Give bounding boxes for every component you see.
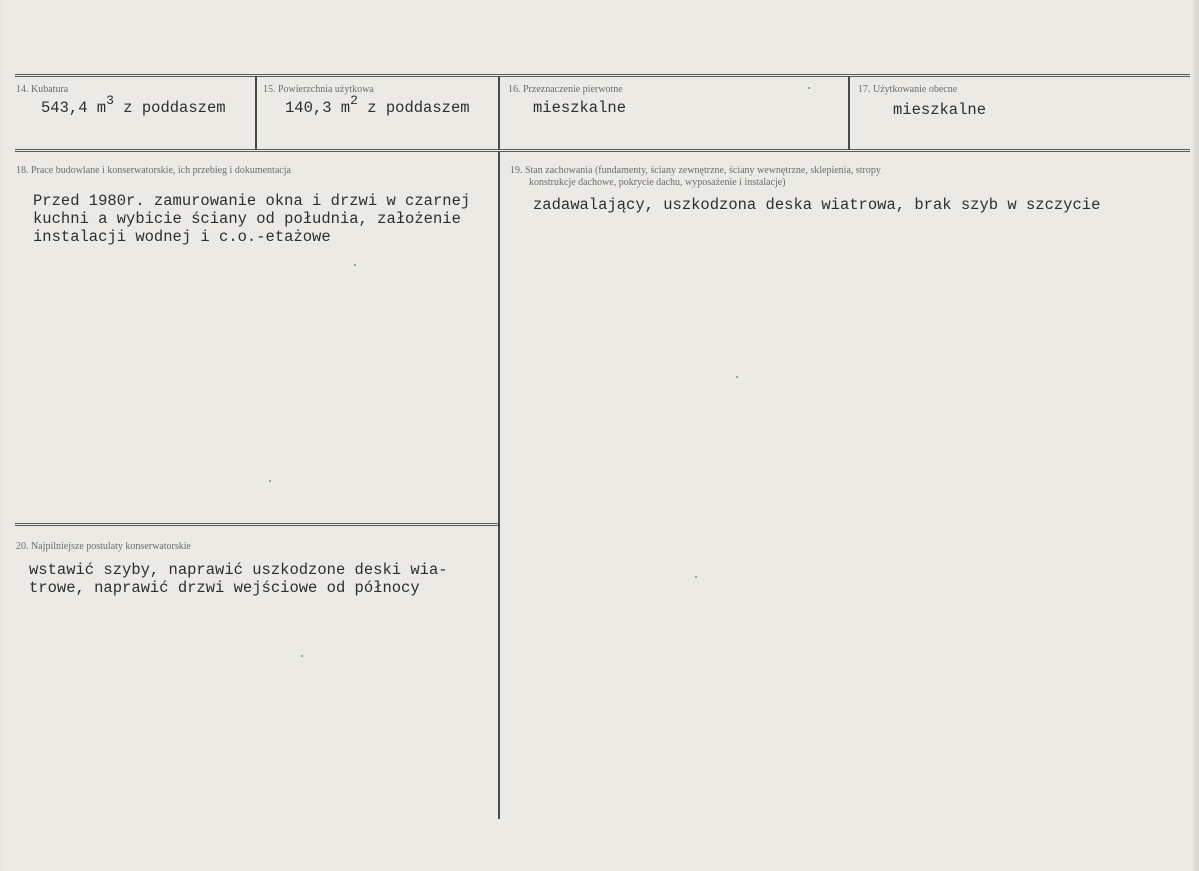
divider-15-16 (498, 76, 500, 150)
field-20-line-2: trowe, naprawić drzwi wejściowe od północy (29, 579, 420, 597)
field-15-suffix: z poddaszem (357, 99, 470, 117)
paper-speck (808, 87, 810, 89)
field-16-label: 16. Przeznaczenie pierwotne (508, 84, 623, 95)
field-15-number: 140,3 m (285, 99, 351, 117)
field-18-label: 18. Prace budowlane i konserwatorskie, ich przebieg i dokumentacja (16, 165, 291, 176)
divider-14-15 (255, 76, 257, 150)
field-15-value (285, 93, 470, 119)
field-14-superscript: 3 (106, 93, 114, 108)
field-18-line-2: kuchni a wybicie ściany od południa, założenie (33, 210, 461, 228)
field-14-value (41, 93, 226, 119)
section-20-rule (15, 523, 498, 526)
field-19-label-line-1: 19. Stan zachowania (fundamenty, ściany zewnętrzne, ściany wewnętrzne, sklepienia, stropy (510, 165, 881, 176)
field-14-label: 14. Kubatura (16, 84, 69, 95)
field-18-line-3: instalacji wodnej i c.o.-etażowe (33, 228, 331, 246)
field-17-label: 17. Użytkowanie obecne (858, 84, 958, 95)
field-17-value: mieszkalne (893, 101, 987, 119)
field-16-value: mieszkalne (533, 99, 627, 117)
paper-speck (354, 264, 356, 266)
paper-speck (269, 480, 271, 482)
divider-main-column (498, 151, 500, 819)
field-15-superscript: 2 (350, 93, 358, 108)
divider-16-17 (848, 76, 850, 150)
field-14-suffix: z poddaszem (113, 99, 226, 117)
paper-speck (301, 655, 303, 657)
field-19-value: zadawalający, uszkodzona deska wiatrowa, brak szyb w szczycie (533, 196, 1101, 214)
field-20-line-1: wstawić szyby, naprawić uszkodzone deski wia- (29, 561, 448, 579)
top-rule (15, 74, 1190, 77)
middle-rule (15, 149, 1190, 152)
field-18-line-1: Przed 1980r. zamurowanie okna i drzwi w czarnej (33, 192, 471, 210)
field-15-label: 15. Powierzchnia użytkowa (263, 84, 374, 95)
field-20-label: 20. Najpilniejsze postulaty konserwatorskie (16, 541, 191, 552)
field-19-label-line-2: konstrukcje dachowe, pokrycie dachu, wyposażenie i instalacje) (529, 177, 786, 188)
field-14-number: 543,4 m (41, 99, 107, 117)
paper-speck (736, 376, 738, 378)
paper-speck (695, 576, 697, 578)
